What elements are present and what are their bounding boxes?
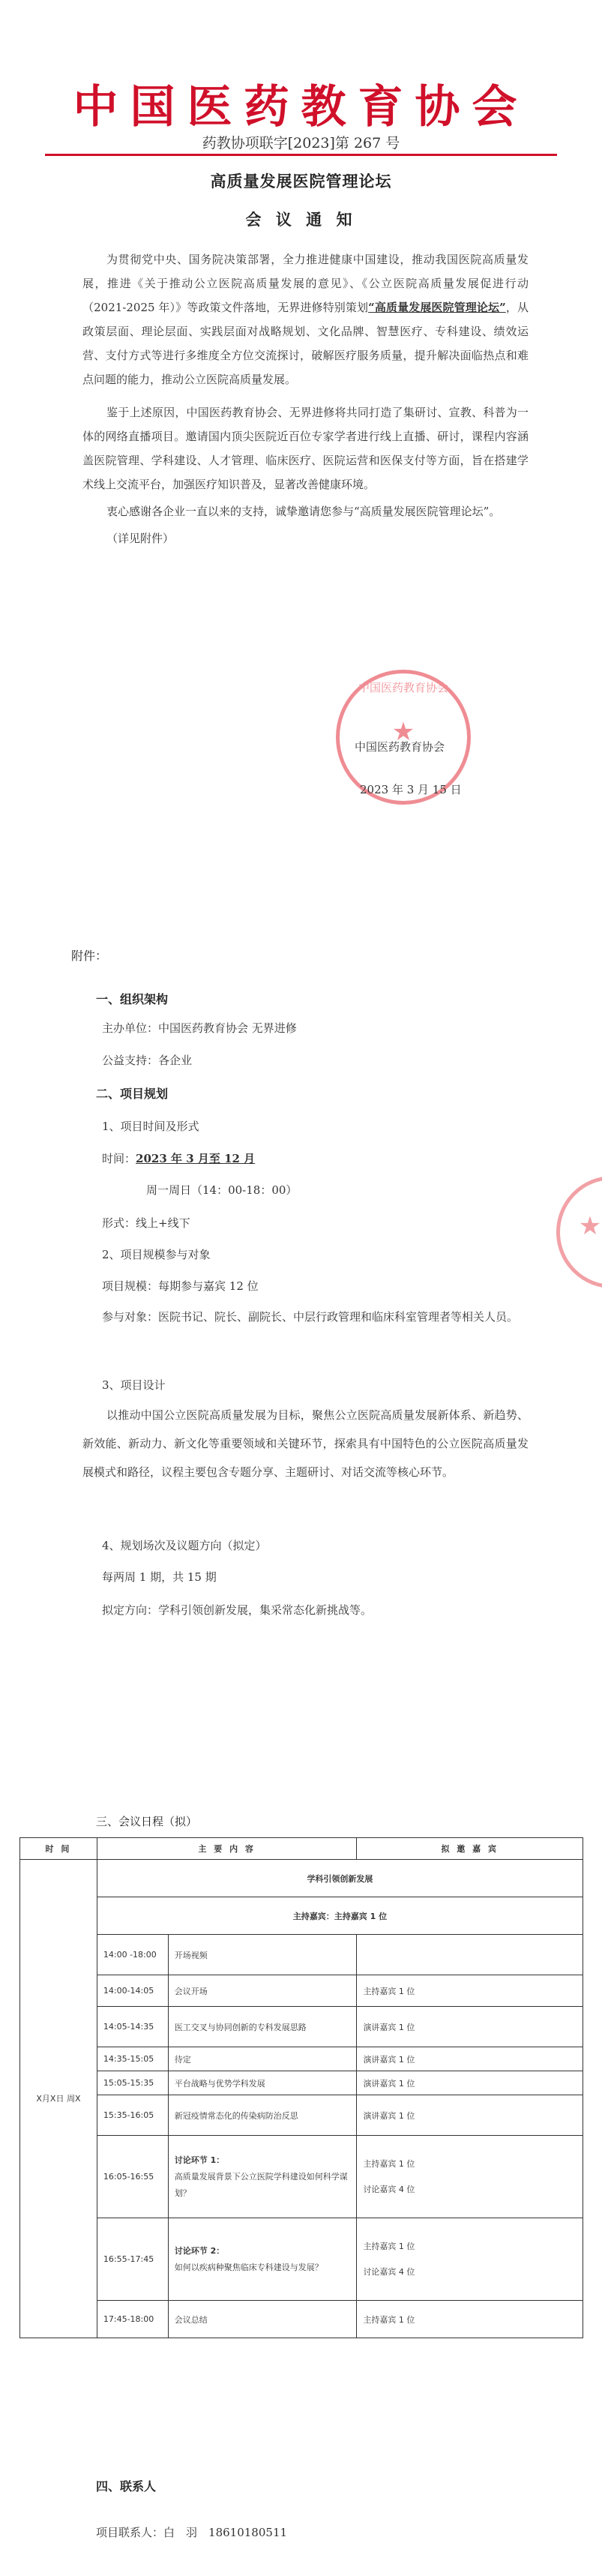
table-row-discussion-2: 16:55-17:45 讨论环节 2： 如何以疾病种聚焦临床专科建设与发展？ 主持嘉宾 1 位 讨论嘉宾 4 位 — [20, 2218, 583, 2301]
agenda-host-row: 主持嘉宾：主持嘉宾 1 位 — [97, 1897, 583, 1935]
attachment-label: 附件： — [71, 949, 108, 963]
contact-title: 四、联系人 — [96, 2479, 157, 2494]
support-line: 公益支持：各企业 — [102, 1054, 193, 1067]
table-row: 14:00-14:05 会议开场 主持嘉宾 1 位 — [20, 1975, 583, 2007]
contact-phone: 18610180511 — [208, 2526, 288, 2539]
table-row: 14:35-15:05 待定 演讲嘉宾 1 位 — [20, 2047, 583, 2071]
agenda-date-cell: X月X日 周X — [20, 1860, 97, 2338]
agenda-header-time: 时 间 — [20, 1838, 97, 1860]
direction-line: 拟定方向：学科引领创新发展，集采常态化新挑战等。 — [102, 1603, 373, 1617]
time-value: 2023 年 3 月至 12 月 — [136, 1152, 256, 1165]
contact-line: 项目联系人：白 羽 18610180511 — [96, 2526, 288, 2539]
official-seal-partial — [556, 1176, 602, 1288]
agenda-theme: 学科引领创新发展 — [97, 1860, 583, 1897]
agenda-header-guest: 拟 邀 嘉 宾 — [357, 1838, 583, 1860]
table-row: 15:35-16:05 新冠疫情常态化的传染病防治反思 演讲嘉宾 1 位 — [20, 2095, 583, 2136]
forum-name-highlight: “高质量发展医院管理论坛” — [368, 301, 506, 314]
item-1-title: 1、项目时间及形式 — [102, 1120, 199, 1133]
signature-org: 中国医药教育协会 — [355, 740, 445, 754]
seal-top-text: 中国医药教育协会 — [358, 681, 448, 694]
design-paragraph: 以推动中国公立医院高质量发展为目标，聚焦公立医院高质量发展新体系、新趋势、新效能、新动力、新文化等重要领域和关键环节，探索具有中国特色的公立医院高质量发展模式和路径，议程主要包含专题分享、主题研讨、对话交流等核心环节。 — [82, 1408, 529, 1479]
form-line: 形式：线上+线下 — [102, 1216, 190, 1230]
participants-line: 参与对象：医院书记、院长、副院长、中层行政管理和临床科室管理者等相关人员。 — [102, 1310, 519, 1324]
item-3-title: 3、项目设计 — [102, 1378, 166, 1392]
intro-paragraph-1: 为贯彻党中央、国务院决策部署，全力推进健康中国建设，推动我国医院高质量发展，推进《关于推动公立医院高质量发展的意见》、《公立医院高质量发展促进行动（2021-2025 年）》等政策文件落地，无界进修特别策划“高质量发展医院管理论坛”，从政策层面、理论层面、实践层面对战略规划、文化品牌、智慧医疗、专科建设、绩效运营、支付方式等进行多维度全方位交流探讨，破解医疗服务质量，提升解决面临热点和难点问题的能力，推动公立医院高质量发展。 — [82, 253, 529, 386]
item-2-title: 2、项目规模参与对象 — [102, 1248, 211, 1261]
table-row-discussion-1: 16:05-16:55 讨论环节 1： 高质量发展背景下公立医院学科建设如何科学谋划？ 主持嘉宾 1 位 讨论嘉宾 4 位 — [20, 2136, 583, 2218]
org-header-title: 中国医药教育协会 — [73, 81, 529, 133]
item-4-title: 4、规划场次及议题方向（拟定） — [102, 1539, 267, 1552]
signature-date: 2023 年 3 月 15 日 — [360, 783, 462, 796]
intro-paragraph-3: 衷心感谢各企业一直以来的支持，诚挚邀请您参与“高质量发展医院管理论坛”。 — [106, 505, 501, 518]
table-row: 17:45-18:00 会议总结 主持嘉宾 1 位 — [20, 2301, 583, 2338]
document-number: 药教协项联字[2023]第 267 号 — [202, 135, 400, 151]
seal-star-icon: ★ — [578, 1211, 602, 1241]
document-title: 高质量发展医院管理论坛 — [210, 172, 392, 190]
attachment-note: （详见附件） — [106, 532, 175, 545]
table-row: 14:00 -18:00 开场视频 — [20, 1935, 583, 1975]
intro-paragraph-2: 鉴于上述原因，中国医药教育协会、无界进修将共同打造了集研讨、宣教、科普为一体的网络直播项目。邀请国内顶尖医院近百位专家学者进行线上直播、研讨，课程内容涵盖医院管理、学科建设、人才管理、临床医疗、医院运营和医保支付等方面，旨在搭建学术线上交流平台，加强医疗知识普及，显著改善健康环境。 — [82, 406, 529, 491]
seal-star-icon: ★ — [391, 717, 415, 747]
section-1-title: 一、组织架构 — [96, 992, 169, 1006]
table-row: 15:05-15:35 平台战略与优势学科发展 演讲嘉宾 1 位 — [20, 2071, 583, 2095]
document-subtitle: 会 议 通 知 — [245, 210, 357, 229]
host-line: 主办单位：中国医药教育协会 无界进修 — [102, 1021, 297, 1035]
scale-line: 项目规模：每期参与嘉宾 12 位 — [102, 1279, 259, 1293]
header-divider — [45, 154, 557, 156]
time-line: 时间：2023 年 3 月至 12 月 — [102, 1152, 256, 1165]
section-2-title: 二、项目规划 — [96, 1087, 169, 1101]
contact-name: 白 羽 — [163, 2526, 198, 2539]
agenda-header-content: 主 要 内 容 — [97, 1838, 357, 1860]
agenda-title: 三、会议日程（拟） — [96, 1815, 198, 1828]
time-detail: 周一周日（14：00-18：00） — [146, 1183, 298, 1197]
sessions-line: 每两周 1 期，共 15 期 — [102, 1570, 217, 1584]
intro-body — [82, 247, 529, 550]
agenda-table — [19, 1837, 583, 2338]
table-row: 14:05-14:35 医工交叉与协同创新的专科发展思路 演讲嘉宾 1 位 — [20, 2007, 583, 2047]
